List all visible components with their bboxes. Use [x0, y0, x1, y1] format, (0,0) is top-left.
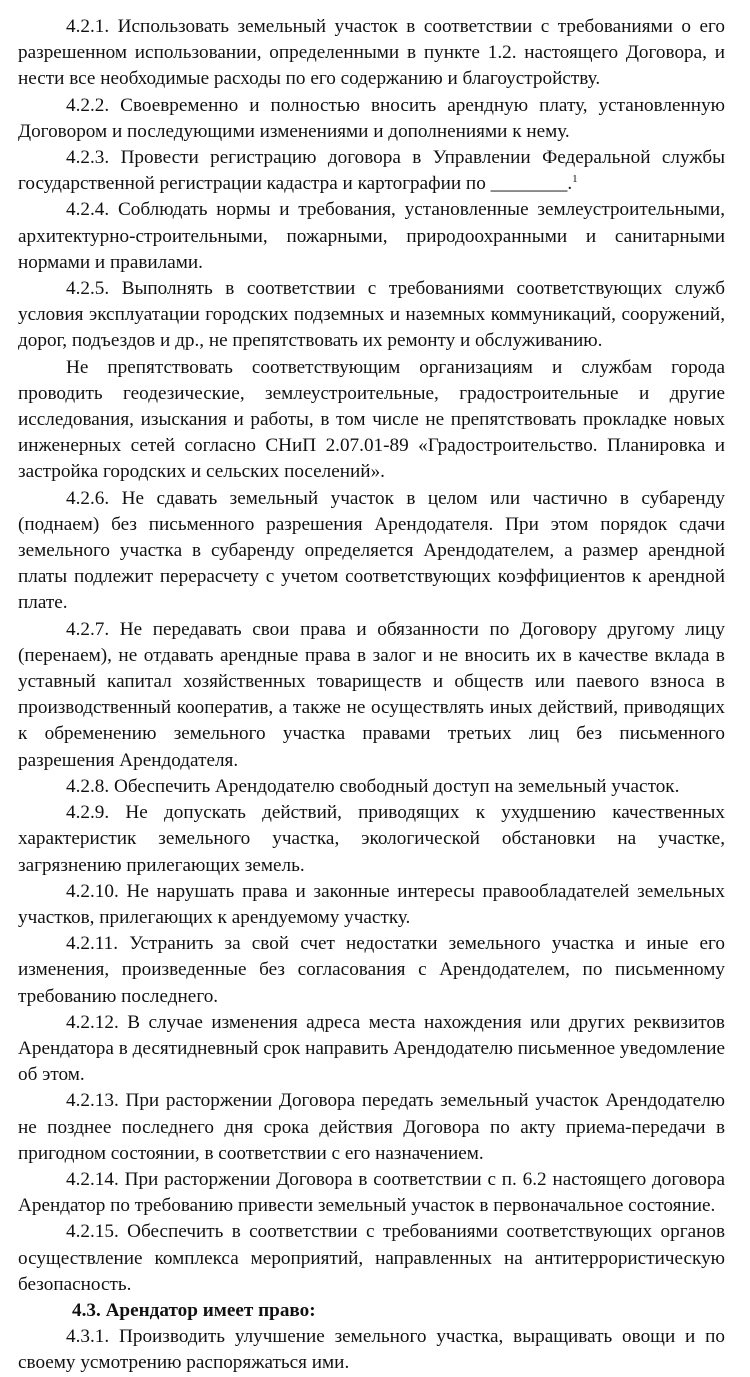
clause-4-2-6 [18, 486, 725, 617]
clause-text: Использовать земельный участок в соответствии с требованиями о его разрешенном использовании, определенными в пункте 1.2. настоящего Договора, и нести все необходимые расходы по его содержанию и благоустройству. [18, 16, 726, 90]
clause-text: Провести регистрацию договора в Управлении Федеральной службы государственной регистрации кадастра и картографии по ________. [18, 147, 726, 195]
clause-number: 4.2.5. [66, 278, 110, 300]
clause-number: 4.2.2. [66, 94, 110, 116]
clause-4-2-10 [18, 879, 725, 931]
clause-text: Не допускать действий, приводящих к ухудшению качественных характеристик земельного участка, экологической обстановки на участке, загрязнению прилегающих земель. [18, 802, 726, 876]
clause-text: При расторжении Договора в соответствии с п. 6.2 настоящего договора Арендатор по требованию привести земельный участок в первоначальное состояние. [18, 1168, 726, 1217]
clause-number: 4.2.10. [66, 880, 119, 902]
footnote-marker[interactable]: 1 [572, 173, 578, 186]
clause-4-2-12 [18, 1010, 725, 1089]
clause-text: Не сдавать земельный участок в целом или частично в субаренду (поднаем) без письменного разрешения Арендодателя. При этом порядок сдачи земельного участка в субаренду определяется Арендодателем, а размер арендной платы подлежит перерасчету с учетом соответствующих коэффициентов к арендной плате. [18, 487, 726, 614]
clause-4-2-14 [18, 1167, 725, 1219]
clause-text: Не препятствовать соответствующим организациям и службам города проводить геодезические, землеустроительные, градостроительные и другие исследования, изыскания и работы, в том числе не препятствовать прокладке новых инженерных сетей согласно СНиП 2.07.01-89 «Градостроительство. Планировка и застройка городских и сельских поселений». [18, 356, 725, 483]
section-heading-4-3: 4.3. Арендатор имеет право: [72, 1299, 316, 1321]
clause-4-2-11 [18, 931, 725, 1010]
clause-number: 4.2.11. [66, 933, 119, 955]
clause-number: 4.2.8. [66, 775, 110, 797]
clause-text: Обеспечить Арендодателю свободный доступ на земельный участок. [113, 775, 680, 797]
clause-number: 4.2.7. [66, 618, 110, 640]
clause-number: 4.2.12. [66, 1011, 119, 1033]
clause-number: 4.3.1. [66, 1326, 110, 1348]
clause-text: Обеспечить в соответствии с требованиями соответствующих органов осуществление комплекса мероприятий, направленных на антитеррористическую безопасность. [18, 1221, 726, 1295]
clause-4-2-5 [18, 276, 725, 355]
clause-4-2-4 [18, 197, 725, 276]
clause-text: Производить улучшение земельного участка, выращивать овощи и по своему усмотрению распоряжаться ими. [18, 1326, 725, 1374]
clause-number: 4.2.9. [66, 802, 110, 824]
clause-number: 4.2.15. [66, 1221, 119, 1243]
clause-4-2-15 [18, 1219, 725, 1298]
clause-number: 4.2.6. [66, 487, 110, 509]
clause-4-3-1 [18, 1324, 725, 1376]
clause-number: 4.2.3. [66, 147, 110, 169]
clause-number: 4.2.4. [66, 199, 110, 221]
clause-4-2-13 [18, 1088, 725, 1167]
clause-4-2-8 [18, 774, 725, 800]
clause-4-2-3 [18, 145, 725, 197]
clause-4-2-9 [18, 800, 725, 879]
clause-text: Устранить за свой счет недостатки земельного участка и иные его изменения, произведенные без согласования с Арендодателем, по письменному требованию последнего. [18, 933, 726, 1007]
clause-text: При расторжении Договора передать земельный участок Арендодателю не позднее последнего дня срока действия Договора по акту приема-передачи в пригодном состоянии, в соответствии с его назначением. [18, 1090, 725, 1164]
clause-text: В случае изменения адреса места нахождения или других реквизитов Арендатора в десятидневный срок направить Арендодателю письменное уведомление об этом. [18, 1011, 725, 1086]
clause-text: Соблюдать нормы и требования, установленные землеустроительными, архитектурно-строительными, пожарными, природоохранными и санитарными нормами и правилами. [18, 199, 725, 273]
document-page [18, 14, 725, 1377]
clause-text: Выполнять в соответствии с требованиями соответствующих служб условия эксплуатации городских подземных и наземных коммуникаций, сооружений, дорог, подъездов и др., не препятствовать их ремонту и обслуживанию. [18, 278, 726, 352]
clause-text: Не передавать свои права и обязанности по Договору другому лицу (перенаем), не отдавать арендные права в залог и не вносить их в качестве вклада в уставный капитал хозяйственных товариществ и обществ или паевого взноса в производственный кооператив, а также не осуществлять иных действий, приводящих к обременению земельного участка правами третьих лиц без письменного разрешения Арендодателя. [18, 618, 726, 771]
clause-4-2-5-continued [18, 355, 725, 486]
clause-number: 4.2.14. [66, 1168, 119, 1190]
clause-4-2-7 [18, 617, 725, 774]
clause-4-2-1 [18, 14, 725, 93]
clause-number: 4.2.1. [66, 16, 110, 37]
clause-text: Своевременно и полностью вносить арендную плату, установленную Договором и последующими изменениями и дополнениями к нему. [18, 94, 726, 142]
clause-text: Не нарушать права и законные интересы правообладателей земельных участков, прилегающих к арендуемому участку. [18, 880, 726, 928]
clause-number: 4.2.13. [66, 1090, 119, 1112]
clause-4-2-2 [18, 93, 725, 145]
